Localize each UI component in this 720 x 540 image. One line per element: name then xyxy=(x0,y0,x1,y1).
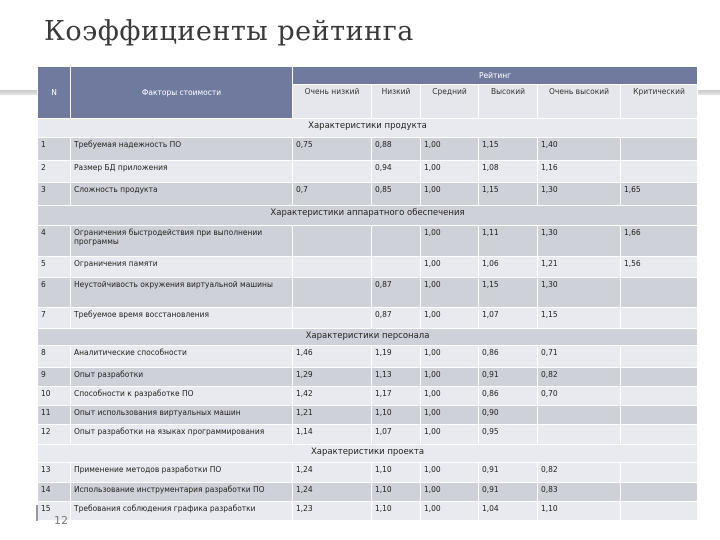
coefficient-cell xyxy=(621,406,698,425)
coefficient-cell: 0,94 xyxy=(372,161,421,183)
table-row xyxy=(38,368,698,387)
section-title: Характеристики персонала xyxy=(38,329,698,346)
coefficient-cell xyxy=(621,278,698,308)
coefficient-cell: 1,11 xyxy=(479,226,538,257)
factor-name: Требования соблюдения графика разработки xyxy=(71,502,293,521)
coefficient-cell xyxy=(621,161,698,183)
factor-name: Применение методов разработки ПО xyxy=(71,463,293,483)
factor-name: Размер БД приложения xyxy=(71,161,293,183)
header-level: Высокий xyxy=(479,85,538,119)
factor-name: Использование инструментария разработки ПО xyxy=(71,483,293,502)
coefficient-cell: 1,06 xyxy=(479,257,538,278)
coefficient-cell: 0,83 xyxy=(538,483,621,502)
coefficient-cell xyxy=(293,226,372,257)
coefficient-cell: 1,10 xyxy=(372,483,421,502)
coefficient-cell: 0,91 xyxy=(479,368,538,387)
coefficient-cell: 0,90 xyxy=(479,406,538,425)
coefficient-cell: 1,00 xyxy=(421,425,479,445)
decorative-line-left xyxy=(0,90,37,95)
factor-name: Ограничения памяти xyxy=(71,257,293,278)
coefficient-cell: 1,00 xyxy=(421,346,479,368)
coefficient-cell: 1,04 xyxy=(479,502,538,521)
coefficient-cell: 1,00 xyxy=(421,257,479,278)
table-row xyxy=(38,463,698,483)
header-n: N xyxy=(38,67,71,119)
coefficient-cell xyxy=(372,226,421,257)
coefficient-cell: 1,13 xyxy=(372,368,421,387)
coefficient-cell: 0,91 xyxy=(479,463,538,483)
coefficient-cell: 1,30 xyxy=(538,183,621,206)
coefficient-cell: 0,91 xyxy=(479,483,538,502)
header-level: Низкий xyxy=(372,85,421,119)
coefficient-cell: 0,88 xyxy=(372,138,421,161)
coefficient-cell: 1,10 xyxy=(372,502,421,521)
coefficient-cell: 1,30 xyxy=(538,226,621,257)
row-number: 10 xyxy=(38,387,71,406)
coefficient-cell: 1,42 xyxy=(293,387,372,406)
coefficient-cell xyxy=(293,257,372,278)
coefficient-cell xyxy=(621,346,698,368)
coefficient-cell: 1,10 xyxy=(372,406,421,425)
coefficient-cell: 1,10 xyxy=(372,463,421,483)
row-number: 13 xyxy=(38,463,71,483)
coefficient-cell xyxy=(621,368,698,387)
coefficient-cell xyxy=(621,463,698,483)
row-number: 6 xyxy=(38,278,71,308)
table-row xyxy=(38,257,698,278)
row-number: 5 xyxy=(38,257,71,278)
factor-name: Требуемое время восстановления xyxy=(71,308,293,329)
factor-name: Опыт разработки на языках программирования xyxy=(71,425,293,445)
coefficient-cell: 0,87 xyxy=(372,308,421,329)
coefficient-cell xyxy=(538,406,621,425)
coefficient-cell: 1,00 xyxy=(421,368,479,387)
table-row xyxy=(38,278,698,308)
page-title: Коэффициенты рейтинга xyxy=(44,16,414,47)
coefficient-cell: 1,08 xyxy=(479,161,538,183)
row-number: 7 xyxy=(38,308,71,329)
factor-name: Неустойчивость окружения виртуальной машины xyxy=(71,278,293,308)
coefficient-cell: 0,82 xyxy=(538,463,621,483)
coefficient-cell: 1,15 xyxy=(479,278,538,308)
factor-name: Аналитические способности xyxy=(71,346,293,368)
coefficient-cell: 1,07 xyxy=(479,308,538,329)
coefficient-cell: 1,30 xyxy=(538,278,621,308)
coefficient-cell: 0,85 xyxy=(372,183,421,206)
coefficient-cell xyxy=(293,278,372,308)
factor-name: Сложность продукта xyxy=(71,183,293,206)
coefficient-cell: 1,65 xyxy=(621,183,698,206)
coefficient-cell xyxy=(538,425,621,445)
table-row xyxy=(38,483,698,502)
section-row xyxy=(38,119,698,138)
coefficient-cell xyxy=(372,257,421,278)
coefficient-cell: 0,70 xyxy=(538,387,621,406)
table-row xyxy=(38,183,698,206)
coefficient-cell: 1,00 xyxy=(421,308,479,329)
coefficient-cell xyxy=(621,502,698,521)
coefficient-cell xyxy=(293,308,372,329)
coefficient-cell: 0,86 xyxy=(479,346,538,368)
rating-coefficients-table xyxy=(37,66,698,521)
table-row xyxy=(38,425,698,445)
row-number: 11 xyxy=(38,406,71,425)
factor-name: Опыт разработки xyxy=(71,368,293,387)
coefficient-cell: 0,75 xyxy=(293,138,372,161)
coefficient-cell: 1,00 xyxy=(421,138,479,161)
table-row xyxy=(38,346,698,368)
header-level: Очень высокий xyxy=(538,85,621,119)
table-row xyxy=(38,502,698,521)
row-number: 2 xyxy=(38,161,71,183)
row-number: 4 xyxy=(38,226,71,257)
coefficient-cell: 1,21 xyxy=(538,257,621,278)
coefficient-cell: 1,00 xyxy=(421,226,479,257)
factor-name: Опыт использования виртуальных машин xyxy=(71,406,293,425)
coefficient-cell: 1,07 xyxy=(372,425,421,445)
coefficient-cell: 1,00 xyxy=(421,183,479,206)
coefficient-cell: 1,46 xyxy=(293,346,372,368)
decorative-line-right xyxy=(697,90,720,95)
table-row xyxy=(38,138,698,161)
header-level: Средний xyxy=(421,85,479,119)
coefficient-cell: 1,24 xyxy=(293,463,372,483)
coefficient-cell: 1,40 xyxy=(538,138,621,161)
header-factor: Факторы стоимости xyxy=(71,67,293,119)
coefficient-cell: 0,71 xyxy=(538,346,621,368)
coefficient-cell: 1,29 xyxy=(293,368,372,387)
coefficient-cell: 1,00 xyxy=(421,483,479,502)
coefficient-cell: 1,10 xyxy=(538,502,621,521)
coefficient-cell: 1,66 xyxy=(621,226,698,257)
coefficient-cell: 1,19 xyxy=(372,346,421,368)
table-row xyxy=(38,387,698,406)
coefficient-cell: 1,00 xyxy=(421,387,479,406)
coefficient-cell: 1,00 xyxy=(421,406,479,425)
row-number: 12 xyxy=(38,425,71,445)
coefficient-cell: 1,17 xyxy=(372,387,421,406)
coefficient-cell: 1,00 xyxy=(421,278,479,308)
coefficient-cell: 1,23 xyxy=(293,502,372,521)
coefficient-cell: 1,56 xyxy=(621,257,698,278)
section-title: Характеристики продукта xyxy=(38,119,698,138)
coefficient-cell: 0,95 xyxy=(479,425,538,445)
coefficient-cell xyxy=(621,425,698,445)
coefficient-cell: 0,82 xyxy=(538,368,621,387)
row-number: 14 xyxy=(38,483,71,502)
coefficient-cell xyxy=(621,308,698,329)
header-level: Критический xyxy=(621,85,698,119)
table-row xyxy=(38,161,698,183)
table-row xyxy=(38,406,698,425)
row-number: 3 xyxy=(38,183,71,206)
page-number: 12 xyxy=(54,514,68,527)
header-level: Очень низкий xyxy=(293,85,372,119)
coefficient-cell: 0,7 xyxy=(293,183,372,206)
header-rating: Рейтинг xyxy=(293,67,698,85)
page-number-bar xyxy=(36,505,38,521)
coefficient-cell xyxy=(621,387,698,406)
table-row xyxy=(38,308,698,329)
section-title: Характеристики аппаратного обеспечения xyxy=(38,206,698,226)
coefficient-cell: 1,15 xyxy=(479,183,538,206)
row-number: 15 xyxy=(38,502,71,521)
coefficient-cell: 1,00 xyxy=(421,502,479,521)
coefficient-cell: 1,00 xyxy=(421,463,479,483)
coefficient-cell: 1,15 xyxy=(538,308,621,329)
section-title: Характеристики проекта xyxy=(38,445,698,463)
section-row xyxy=(38,445,698,463)
table-row xyxy=(38,226,698,257)
row-number: 1 xyxy=(38,138,71,161)
coefficient-cell: 0,86 xyxy=(479,387,538,406)
coefficient-cell: 1,15 xyxy=(479,138,538,161)
section-row xyxy=(38,206,698,226)
factor-name: Ограничения быстродействия при выполнении программы xyxy=(71,226,293,257)
row-number: 8 xyxy=(38,346,71,368)
coefficient-cell xyxy=(621,483,698,502)
factor-name: Способности к разработке ПО xyxy=(71,387,293,406)
row-number: 9 xyxy=(38,368,71,387)
coefficient-cell: 1,00 xyxy=(421,161,479,183)
coefficient-cell: 1,21 xyxy=(293,406,372,425)
coefficient-cell: 1,14 xyxy=(293,425,372,445)
section-row xyxy=(38,329,698,346)
coefficient-cell xyxy=(621,138,698,161)
coefficient-cell xyxy=(293,161,372,183)
factor-name: Требуемая надежность ПО xyxy=(71,138,293,161)
coefficient-cell: 0,87 xyxy=(372,278,421,308)
coefficient-cell: 1,16 xyxy=(538,161,621,183)
coefficient-cell: 1,24 xyxy=(293,483,372,502)
